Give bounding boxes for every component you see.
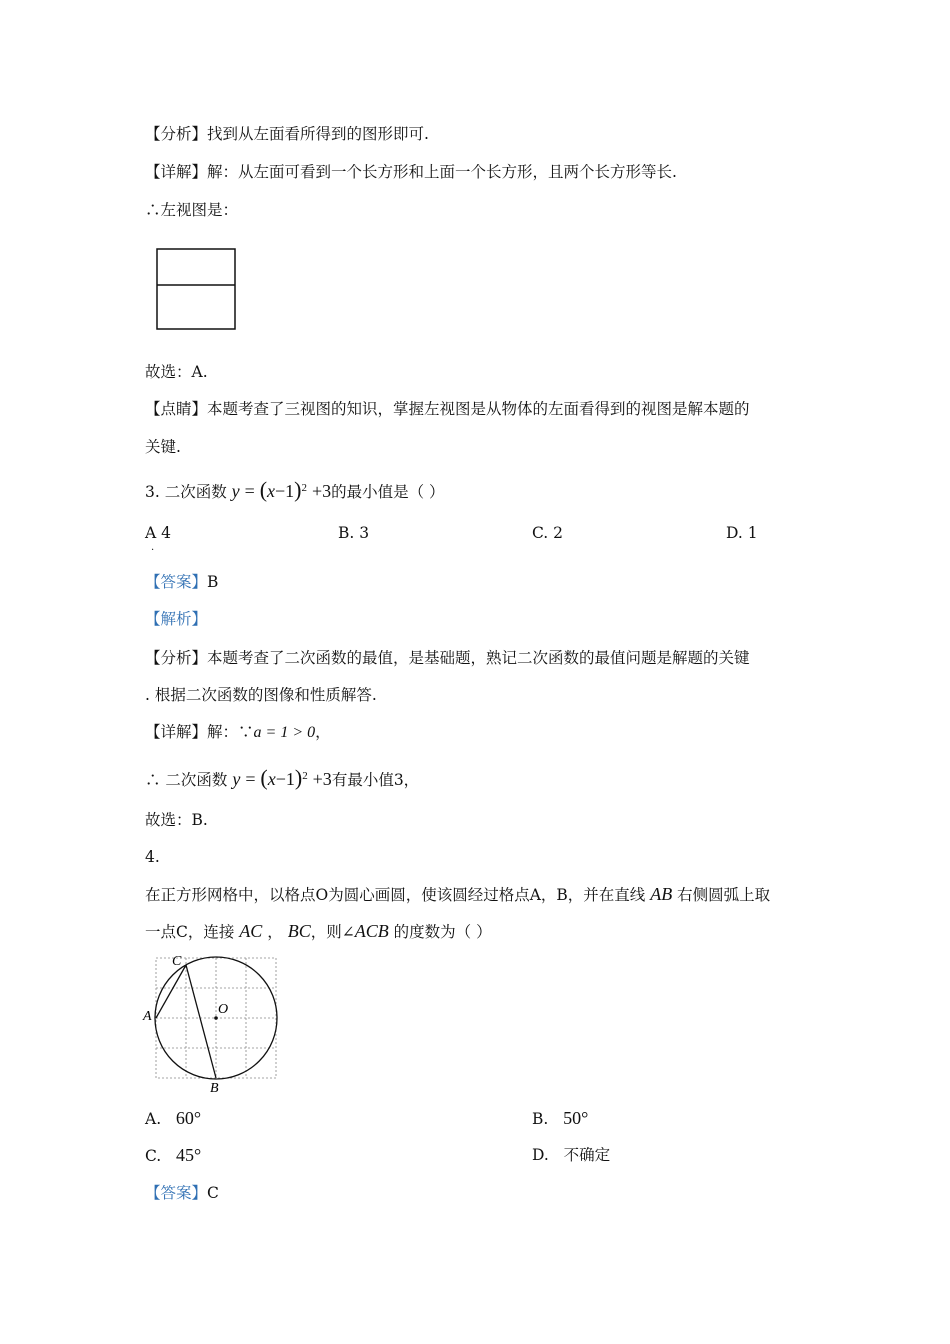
therefore-line: ∴左视图是： xyxy=(145,201,239,219)
q4-stem2-c: 的度数为（ ） xyxy=(393,923,492,941)
q3-option-c: C. 2 xyxy=(532,524,564,542)
q3-answer-line xyxy=(145,572,218,592)
q4-option-a-letter: A. xyxy=(145,1110,162,1128)
q3-answer-value: B xyxy=(207,573,219,591)
q4-stem-line-2 xyxy=(145,921,492,942)
q3-prefix: 3. 二次函数 xyxy=(145,483,227,502)
q3-therefore-suffix: 有最小值3， xyxy=(331,771,420,790)
q3-formula-exp: 2 xyxy=(301,482,307,494)
q3-formula-x: x xyxy=(267,481,276,502)
q3-option-a-dot: . xyxy=(151,542,155,553)
q3-suffix: 的最小值是（ ） xyxy=(331,483,445,502)
label-a: A xyxy=(143,1009,152,1024)
q3-stem xyxy=(145,478,445,502)
q3-choose-line: 故选：B. xyxy=(145,811,208,829)
q3-therefore-exp: 2 xyxy=(302,770,308,782)
q4-stem1-b: 右侧圆弧上取 xyxy=(677,886,771,904)
q4-stem2-ac: AC xyxy=(239,921,263,941)
q3-therefore-y: y xyxy=(232,769,241,790)
q4-option-d-value: 不确定 xyxy=(563,1146,611,1164)
q4-stem1-ab: AB xyxy=(650,884,673,904)
q4-number: 4. xyxy=(145,848,160,866)
q4-option-c-value: 45° xyxy=(176,1145,202,1165)
q3-therefore-x: x xyxy=(267,769,276,790)
q4-option-d-letter: D. xyxy=(532,1146,549,1164)
q4-option-b-value: 50° xyxy=(563,1108,589,1128)
q4-option-d xyxy=(532,1145,610,1165)
q3-analysis-tag: 【解析】 xyxy=(145,610,208,628)
q3-formula-lparen: ( xyxy=(259,477,268,503)
q3-therefore-lparen: ( xyxy=(260,765,268,791)
q3-detail-math: a = 1 > 0 xyxy=(253,724,316,741)
q3-detail-suffix: ， xyxy=(315,723,331,741)
q3-formula-plus3: +3 xyxy=(311,481,332,502)
chord-bc xyxy=(186,965,216,1078)
q4-stem2-acb: ACB xyxy=(354,921,389,941)
q3-analysis-line-1: 【分析】本题考查了二次函数的最值，是基础题，熟记二次函数的最值问题是解题的关键 xyxy=(145,649,750,667)
q3-therefore-eq: = xyxy=(245,769,256,790)
q4-stem2-sep: ， xyxy=(267,923,283,941)
q3-analysis-line-2: . 根据二次函数的图像和性质解答. xyxy=(145,686,377,704)
q3-option-b: B. 3 xyxy=(338,524,370,542)
q4-answer-line xyxy=(145,1183,219,1203)
q3-answer-tag: 【答案】 xyxy=(145,573,208,591)
detail-line: 【详解】解：从左面可看到一个长方形和上面一个长方形，且两个长方形等长. xyxy=(145,163,677,181)
q3-formula-minus1: −1 xyxy=(275,481,295,502)
q4-circle-figure xyxy=(140,950,285,1095)
q4-option-c-letter: C. xyxy=(145,1147,162,1165)
q3-formula-eq: = xyxy=(244,481,255,502)
q3-therefore-minus1: −1 xyxy=(275,769,295,790)
q4-answer-tag: 【答案】 xyxy=(145,1184,208,1202)
left-view-outer-rect xyxy=(157,249,235,329)
q4-answer-value: C xyxy=(207,1184,219,1202)
q3-formula-y: y xyxy=(231,481,240,502)
q4-option-c xyxy=(145,1145,201,1166)
q4-option-b xyxy=(532,1108,588,1129)
q4-stem-line-1 xyxy=(145,884,770,905)
q3-option-d: D. 1 xyxy=(726,524,758,542)
q3-therefore-line xyxy=(145,766,419,790)
left-view-figure xyxy=(155,247,239,331)
q3-formula-rparen: ) xyxy=(294,477,302,503)
q4-option-b-letter: B. xyxy=(532,1110,549,1128)
q3-detail-prefix: 【详解】解：∵ xyxy=(145,723,254,741)
label-b: B xyxy=(210,1081,219,1095)
q3-detail-line xyxy=(145,722,331,743)
q4-stem2-bc: BC xyxy=(287,921,311,941)
q4-option-a-value: 60° xyxy=(175,1108,202,1128)
q3-therefore-prefix: ∴ 二次函数 xyxy=(145,771,228,790)
q3-therefore-plus3: +3 xyxy=(312,769,332,790)
q4-stem2-b: ，则∠ xyxy=(310,923,355,941)
comment-line-2: 关键. xyxy=(145,438,181,456)
choose-line-1: 故选：A. xyxy=(145,363,208,381)
q4-stem2-a: 一点C，连接 xyxy=(145,923,235,941)
q3-therefore-rparen: ) xyxy=(294,765,303,791)
label-c: C xyxy=(172,954,182,969)
q4-stem1-a: 在正方形网格中，以格点O为圆心画圆，使该圆经过格点A，B，并在直线 xyxy=(145,886,646,904)
label-o: O xyxy=(218,1002,229,1017)
q4-option-a xyxy=(145,1108,201,1129)
comment-line-1: 【点睛】本题考查了三视图的知识，掌握左视图是从物体的左面看得到的视图是解本题的 xyxy=(145,400,750,418)
q3-option-a: A 4 xyxy=(145,524,171,542)
analysis-line: 【分析】找到从左面看所得到的图形即可. xyxy=(145,125,429,143)
